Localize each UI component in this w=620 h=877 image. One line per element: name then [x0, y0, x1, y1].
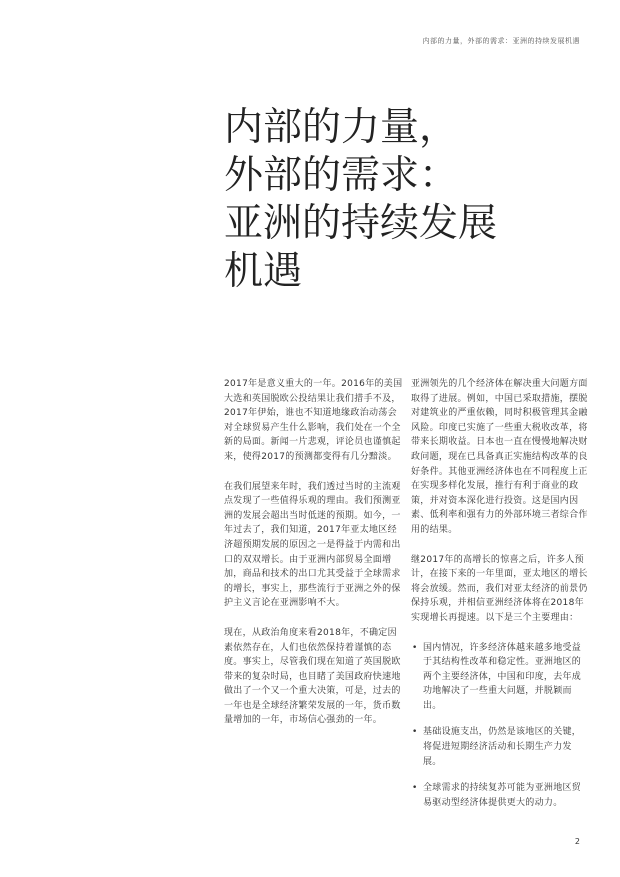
running-header: 内部的力量，外部的需求：亚洲的持续发展机遇 — [422, 37, 580, 45]
page-number: 2 — [574, 837, 580, 846]
body-paragraph: 在我们展望来年时，我们透过当时的主流观点发现了一些值得乐观的理由。我们预测亚洲的发展会超出当时低迷的预期。如今，一年过去了，我们知道，2017年亚太地区经济超预期发展的原因之一是得益于内需和出口的双双增长。由于亚洲内部贸易全面增加，商品和技术的出口尤其受益于全球需求的增长，事实上，那些流行于亚洲之外的保护主义言论在亚洲影响不大。 — [224, 481, 401, 609]
title-line: 亚洲的持续发展 — [224, 201, 498, 246]
title-line: 机遇 — [224, 249, 303, 294]
page-title — [224, 104, 584, 296]
body-paragraph: 继2017年的高增长的惊喜之后，许多人预计，在接下来的一年里面，亚太地区的增长将会放缓。然而，我们对亚太经济的前景仍保持乐观，并相信亚洲经济体将在2018年实现增长再提速。以下是三个主要理由： — [411, 554, 588, 623]
reasons-list — [411, 641, 589, 811]
list-item: • 国内情况，许多经济体越来越多地受益于其结构性改革和稳定性。亚洲地区的两个主要经济体，中国和印度，去年成功地解决了一些重大问题，并脱颖而出。 — [411, 641, 589, 714]
list-item: • 基础设施支出，仍然是该地区的关键，将促进短期经济活动和长期生产力发展。 — [411, 725, 589, 769]
title-line: 内部的力量， — [224, 105, 459, 150]
body-paragraph: 2017年是意义重大的一年。2016年的美国大选和英国脱欧公投结果让我们措手不及，2017年伊始，谁也不知道地缘政治动荡会对全球贸易产生什么影响，我们处在一个全新的局面。新闻一片悲观，评论员也谨慎起来，使得2017的预测都变得有几分黯淡。 — [224, 379, 403, 462]
title-line: 外部的需求： — [224, 153, 459, 198]
body-paragraph: 亚洲领先的几个经济体在解决重大问题方面取得了进展。例如，中国已采取措施，摆脱对建筑业的严重依赖，同时积极管理其金融风险。印度已实施了一些重大税收改革，将带来长期收益。日本也一直在慢慢地解决财政问题，现在已具备真正实施结构改革的良好条件。其他亚洲经济体也在不同程度上正在实现多样化发展，推行有利于商业的政策，并对资本深化进行投资。这是国内因素、低利率和强有力的外部环境三者综合作用的结果。 — [411, 379, 588, 535]
body-paragraph: 现在，从政治角度来看2018年，不确定因素依然存在，人们也依然保持着谨慎的态度。事实上，尽管我们现在知道了英国脱欧带来的复杂时局，也目睹了美国政府快速地做出了一个又一个重大决策，可是，过去的一年也是全球经济繁荣发展的一年，货币数量增加的一年，市场信心强劲的一年。 — [224, 627, 401, 726]
right-column — [411, 377, 589, 822]
left-column — [224, 377, 406, 743]
list-item: • 全球需求的持续复苏可能为亚洲地区贸易驱动型经济体提供更大的动力。 — [411, 781, 589, 810]
